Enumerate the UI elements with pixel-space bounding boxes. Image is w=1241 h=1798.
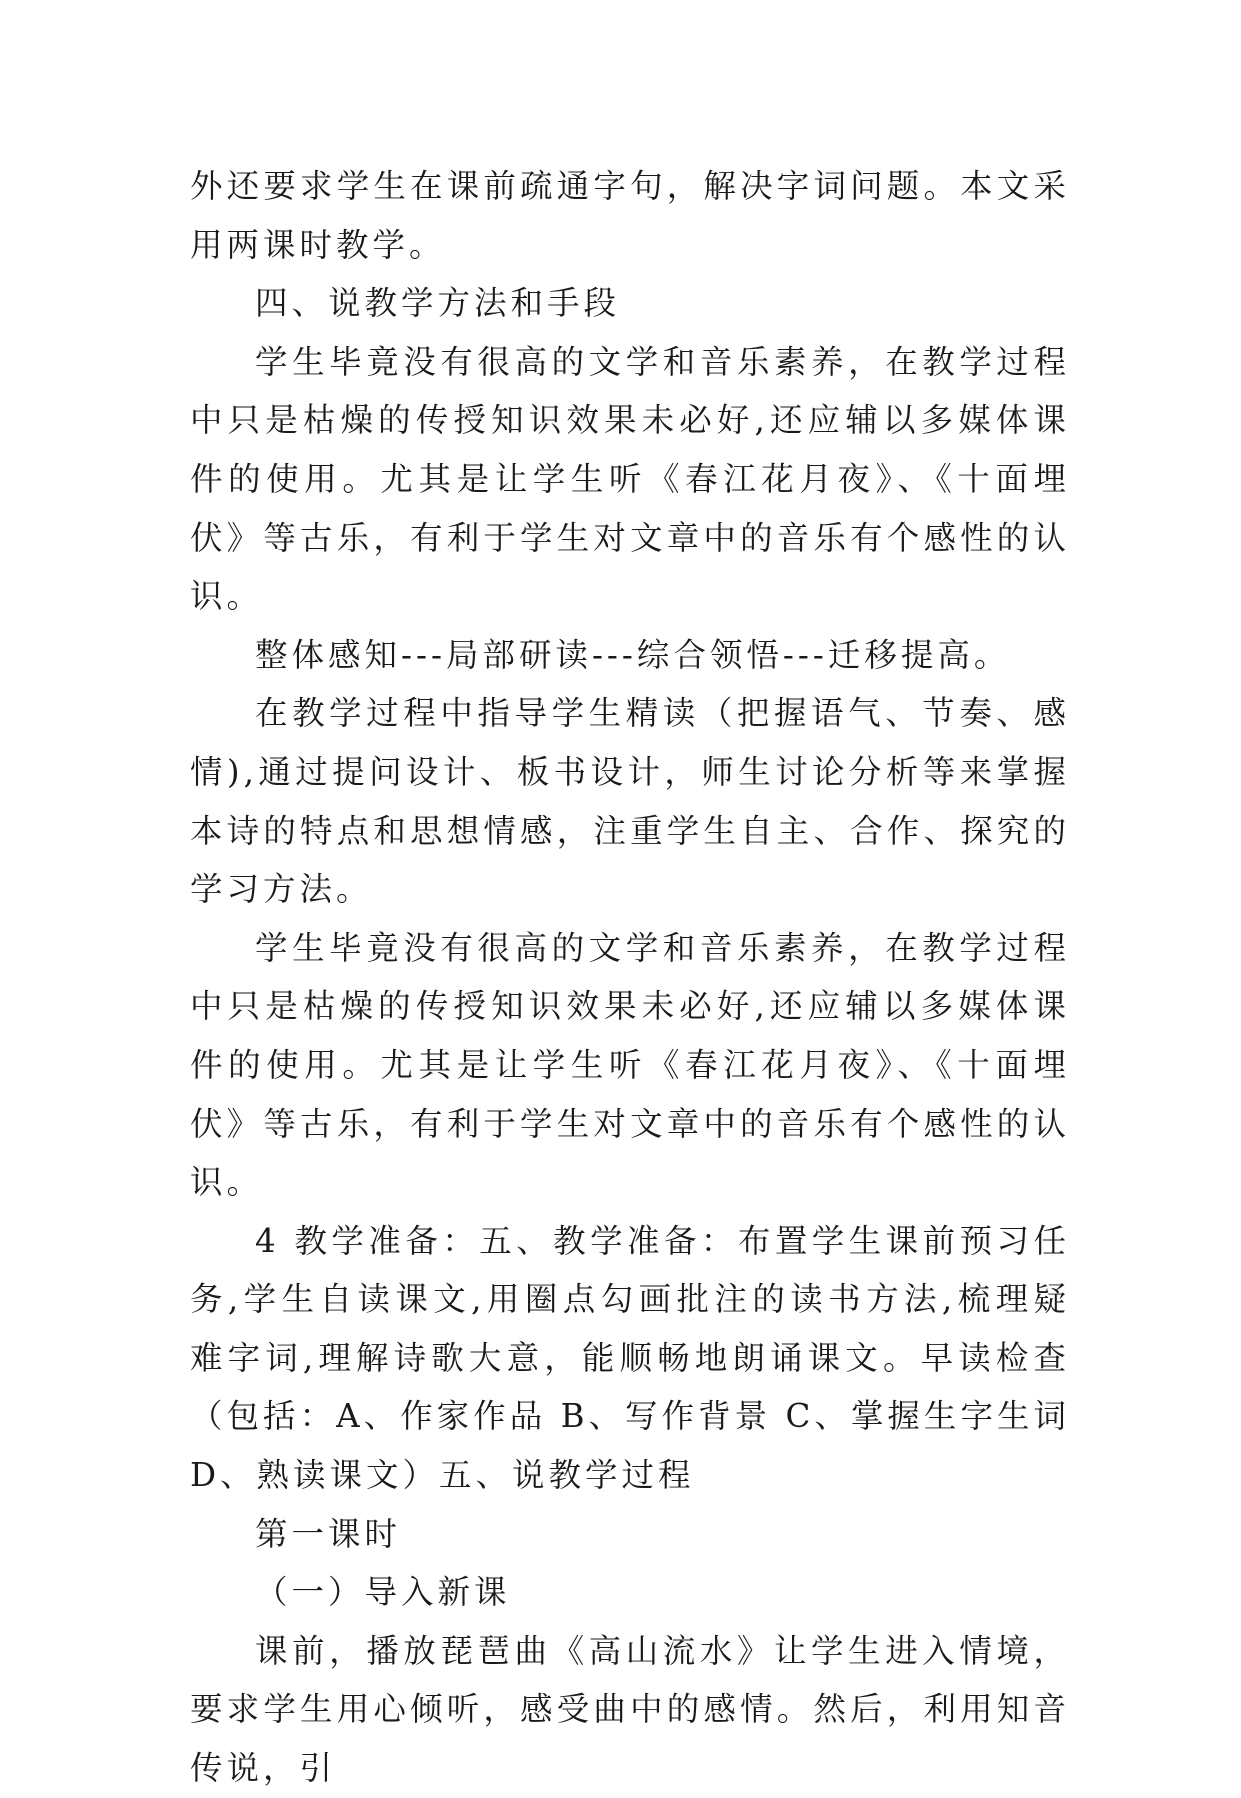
document-body <box>190 157 1070 1798</box>
paragraph-teaching-preparation: 4 教学准备：五、教学准备：布置学生课前预习任务,学生自读课文,用圈点勾画批注的读书方法,梳理疑难字词,理解诗歌大意，能顺畅地朗诵课文。早读检查（包括：A、作家作品 B、写作背景 C、掌握生字生词 D、熟读课文）五、说教学过程 <box>190 1221 1070 1495</box>
paragraph-pre-class: 课前，播放琵琶曲《高山流水》让学生进入情境，要求学生用心倾听，感受曲中的感情。然后，利用知音传说，引 <box>190 1631 1070 1788</box>
paragraph-continuation: 外还要求学生在课前疏通字句，解决字词问题。本文采用两课时教学。 <box>190 167 1070 264</box>
heading-first-lesson: 第一课时 <box>255 1514 402 1553</box>
paragraph-close-reading: 在教学过程中指导学生精读（把握语气、节奏、感情),通过提问设计、板书设计，师生讨论分析等来掌握本诗的特点和思想情感，注重学生自主、合作、探究的学习方法。 <box>190 694 1070 909</box>
paragraph-teaching-steps: 整体感知---局部研读---综合领悟---迁移提高。 <box>255 635 1011 674</box>
paragraph-music-literacy: 学生毕竟没有很高的文学和音乐素养，在教学过程中只是枯燥的传授知识效果未必好,还应辅以多媒体课件的使用。尤其是让学生听《春江花月夜》、《十面埋伏》等古乐，有利于学生对文章中的音乐有个感性的认识。 <box>190 342 1070 616</box>
paragraph-music-literacy-repeat: 学生毕竟没有很高的文学和音乐素养，在教学过程中只是枯燥的传授知识效果未必好,还应辅以多媒体课件的使用。尤其是让学生听《春江花月夜》、《十面埋伏》等古乐，有利于学生对文章中的音乐有个感性的认识。 <box>190 928 1070 1202</box>
section-heading-teaching-methods: 四、说教学方法和手段 <box>255 284 621 323</box>
heading-introduction: （一）导入新课 <box>255 1573 511 1612</box>
